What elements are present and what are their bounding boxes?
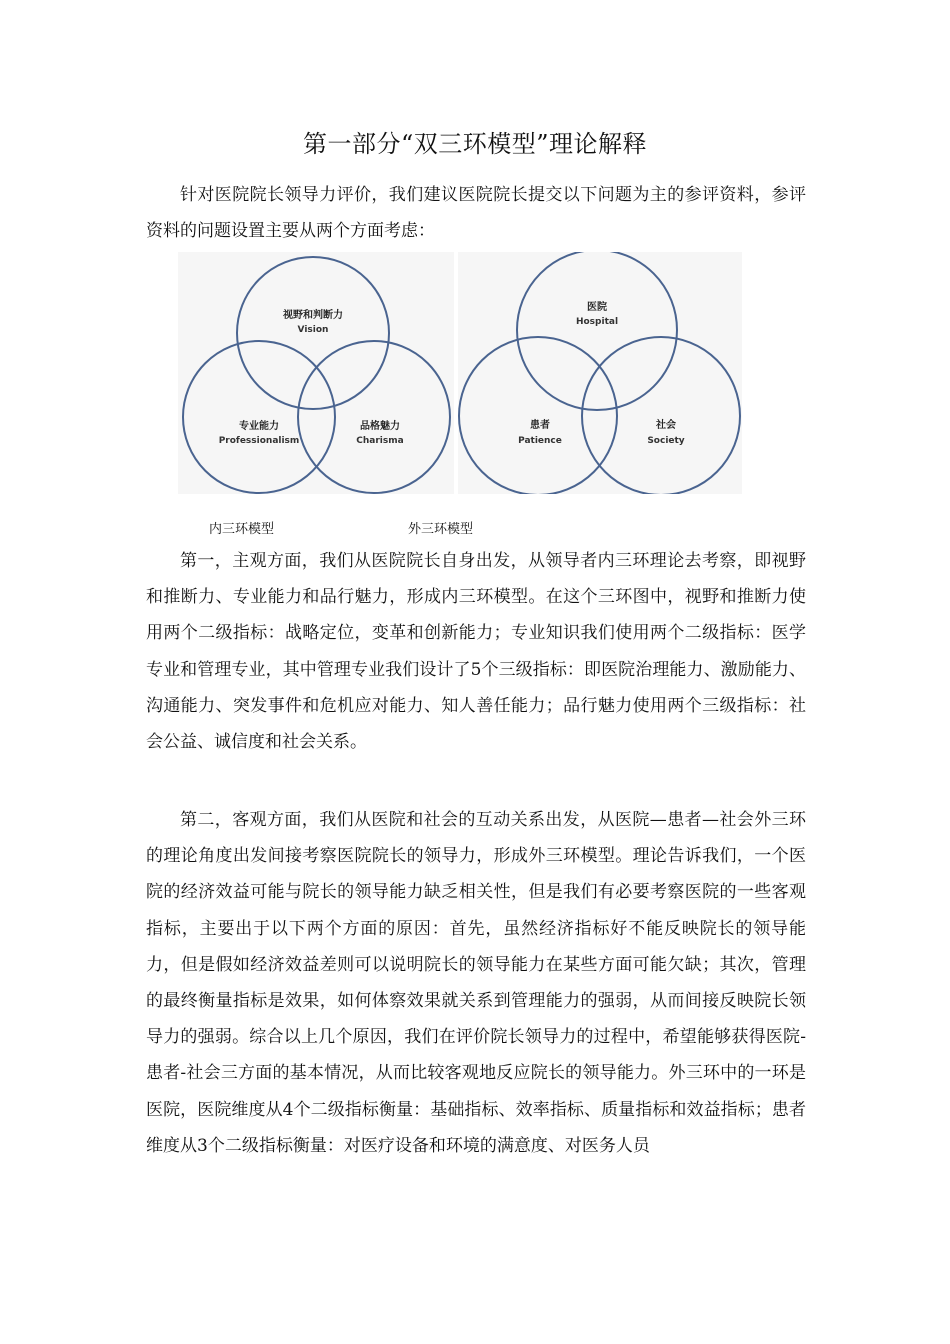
inner-three-ring-diagram — [178, 252, 454, 494]
vision-label-en: Vision — [297, 325, 329, 335]
society-label-cn: 社会 — [656, 420, 676, 431]
outer-three-ring-diagram — [458, 252, 742, 494]
outer-model-caption: 外三环模型 — [408, 522, 474, 537]
second-paragraph: 第二，客观方面，我们从医院和社会的互动关系出发，从医院—患者—社会外三环的理论角度出发间接考察医院院长的领导力，形成外三环模型。理论告诉我们，一个医院的经济效益可能与院长的领导能力缺乏相关性，但是我们有必要考察医院的一些客观指标，主要出于以下两个方面的原因：首先，虽然经济指标好不能反映院长的领导能力，但是假如经济效益差则可以说明院长的领导能力在某些方面可能欠缺；其次，管理的最终衡量指标是效果，如何体察效果就关系到管理能力的强弱，从而间接反映院长领导力的强弱。综合以上几个原因，我们在评价院长领导力的过程中，希望能够获得医院-患者-社会三方面的基本情况，从而比较客观地反应院长的领导能力。外三环中的一环是医院，医院维度从4个二级指标衡量：基础指标、效率指标、质量指标和效益指标；患者维度从3个二级指标衡量：对医疗设备和环境的满意度、对医务人员 — [146, 810, 806, 1156]
ring-charisma — [298, 341, 450, 493]
hospital-label-cn: 医院 — [587, 302, 607, 313]
ring-society — [582, 337, 740, 494]
charisma-label-en: Charisma — [356, 436, 404, 446]
charisma-label-cn: 品格魅力 — [360, 421, 400, 432]
society-label-en: Society — [647, 436, 685, 446]
ring-hospital — [517, 252, 677, 410]
professionalism-label-cn: 专业能力 — [239, 421, 279, 432]
hospital-label-en: Hospital — [575, 317, 619, 327]
professionalism-label-en: Professionalism — [218, 436, 300, 446]
first-paragraph: 第一，主观方面，我们从医院院长自身出发，从领导者内三环理论去考察，即视野和推断力、专业能力和品行魅力，形成内三环模型。在这个三环图中，视野和推断力使用两个二级指标：战略定位，变革和创新能力；专业知识我们使用两个二级指标：医学专业和管理专业，其中管理专业我们设计了5个三级指标：即医院治理能力、激励能力、沟通能力、突发事件和危机应对能力、知人善任能力；品行魅力使用两个三级指标：社会公益、诚信度和社会关系。 — [146, 551, 806, 753]
ring-professionalism — [183, 341, 335, 493]
intro-paragraph: 针对医院院长领导力评价，我们建议医院院长提交以下问题为主的参评资料，参评资料的问题设置主要从两个方面考虑： — [146, 185, 806, 242]
page-title: 第一部分“双三环模型”理论解释 — [302, 130, 648, 158]
patience-label-en: Patience — [518, 436, 562, 446]
patience-label-cn: 患者 — [530, 420, 550, 431]
vision-label-cn: 视野和判断力 — [283, 310, 343, 321]
inner-model-caption: 内三环模型 — [209, 522, 275, 537]
ring-patience — [459, 337, 617, 494]
